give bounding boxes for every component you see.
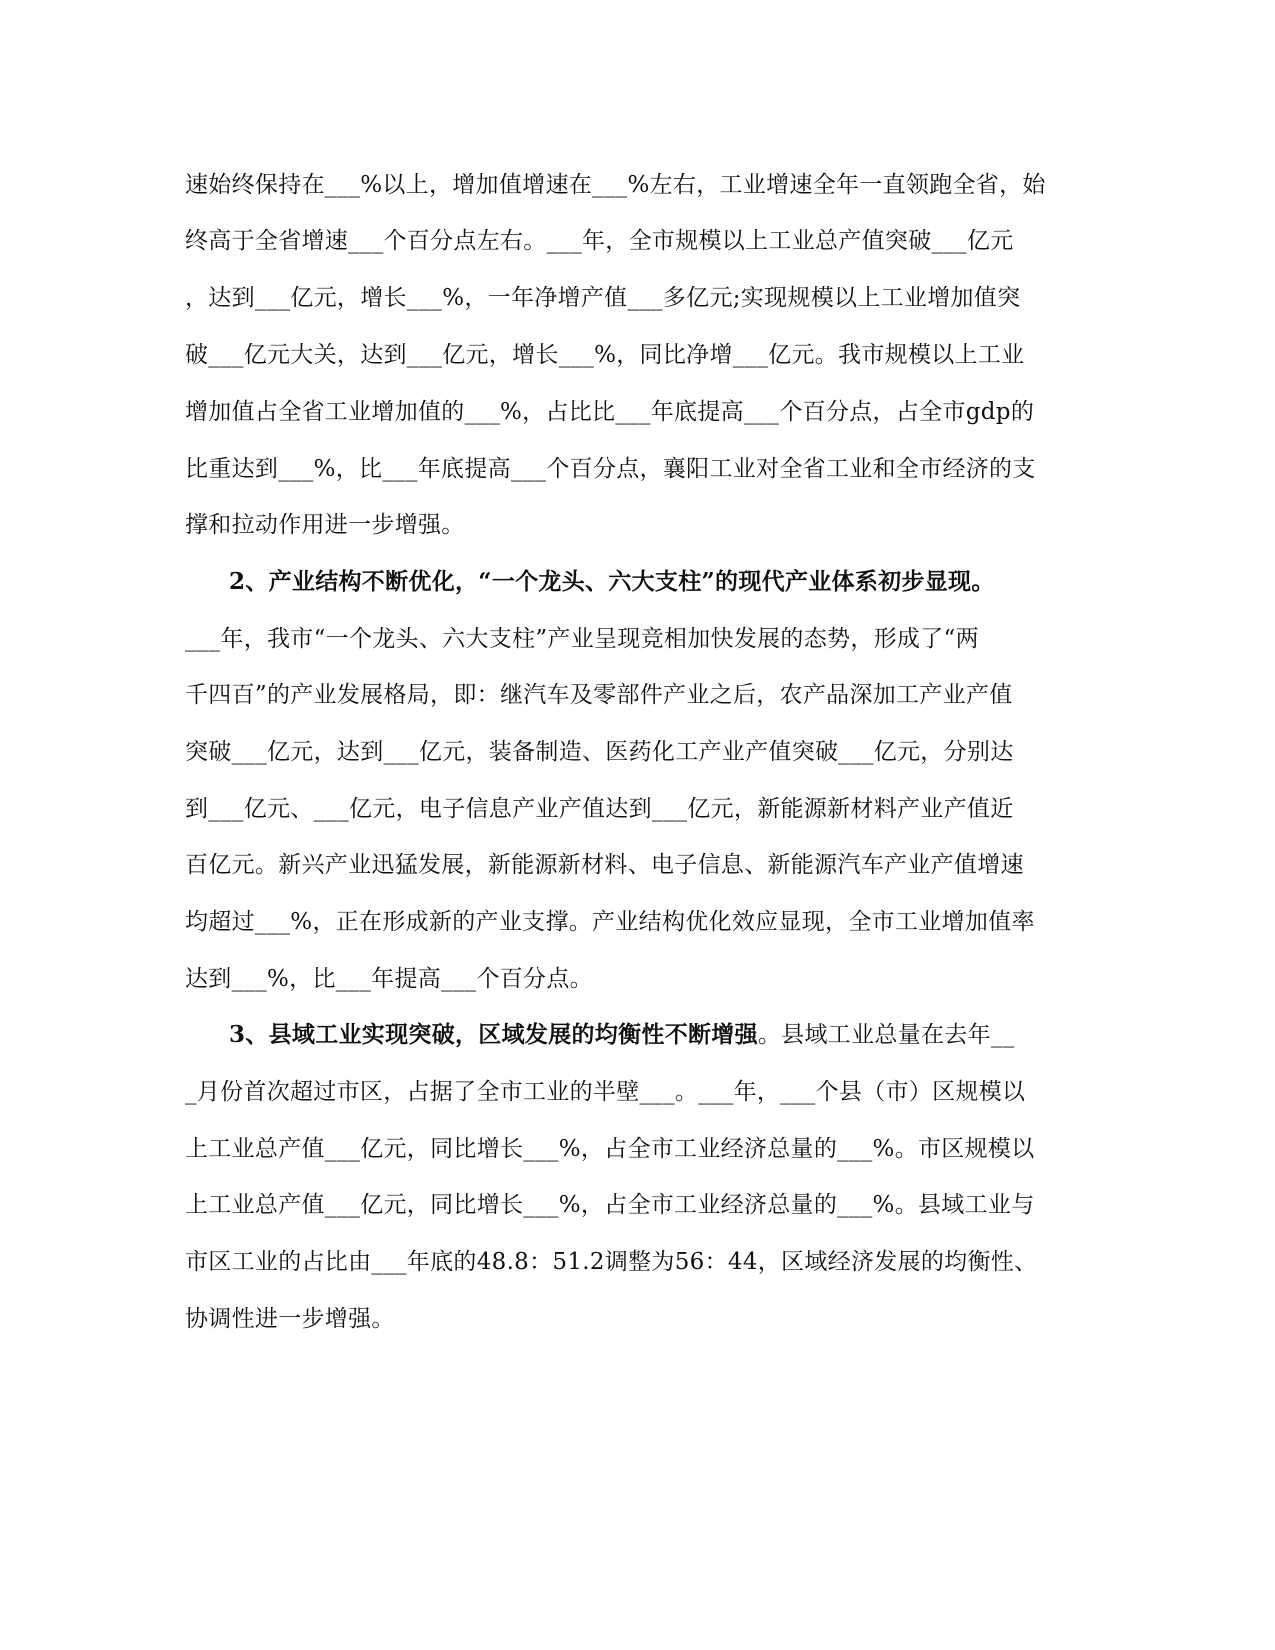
section-heading-line — [229, 1020, 1129, 1050]
paragraph-line: 增加值占全省工业增加值的___%，占比比___年底提高___个百分点，占全市gdp的 — [185, 399, 1035, 425]
paragraph-line: 破___亿元大关，达到___亿元，增长___%，同比净增___亿元。我市规模以上工业 — [185, 342, 1025, 368]
paragraph-line: 百亿元。新兴产业迅猛发展，新能源新材料、电子信息、新能源汽车产业产值增速 — [185, 852, 1024, 878]
section-heading: 2、产业结构不断优化，“一个龙头、六大支柱”的现代产业体系初步显现。 — [229, 568, 995, 595]
paragraph-line: 市区工业的占比由___年底的48.8：51.2调整为56：44，区域经济发展的均衡性、 — [185, 1249, 1038, 1275]
paragraph-line: 速始终保持在___%以上，增加值增速在___%左右，工业增速全年一直领跑全省，始 — [185, 172, 1046, 198]
paragraph-line: 比重达到___%，比___年底提高___个百分点，襄阳工业对全省工业和全市经济的支 — [185, 456, 1036, 482]
section-text: 。县域工业总量在去年__ — [757, 1022, 1015, 1048]
paragraph-line: 均超过___%，正在形成新的产业支撑。产业结构优化效应显现，全市工业增加值率 — [185, 909, 1035, 935]
paragraph-line: 撑和拉动作用进一步增强。 — [185, 512, 465, 538]
paragraph-line: 千四百”的产业发展格局，即：继汽车及零部件产业之后，农产品深加工产业产值 — [185, 682, 1013, 708]
paragraph-line: 突破___亿元，达到___亿元，装备制造、医药化工产业产值突破___亿元，分别达 — [185, 739, 1014, 765]
paragraph-line: 终高于全省增速___个百分点左右。___年，全市规模以上工业总产值突破___亿元 — [185, 228, 1014, 254]
paragraph-line: 到___亿元、___亿元，电子信息产业产值达到___亿元，新能源新材料产业产值近 — [185, 796, 1014, 822]
paragraph-line: ___年，我市“一个龙头、六大支柱”产业呈现竞相加快发展的态势，形成了“两 — [185, 626, 979, 652]
paragraph-line: 达到___%，比___年提高___个百分点。 — [185, 966, 593, 992]
paragraph-line: 上工业总产值___亿元，同比增长___%，占全市工业经济总量的___%。市区规模以 — [185, 1136, 1035, 1162]
section-heading: 3、县域工业实现突破，区域发展的均衡性不断增强 — [229, 1021, 758, 1048]
paragraph-line: ，达到___亿元，增长___%，一年净增产值___多亿元;实现规模以上工业增加值突 — [185, 285, 1021, 311]
paragraph-line: 协调性进一步增强。 — [185, 1306, 395, 1332]
paragraph-line: _月份首次超过市区，占据了全市工业的半壁___。___年，___个县（市）区规模以 — [185, 1079, 1026, 1105]
paragraph-line: 上工业总产值___亿元，同比增长___%，占全市工业经济总量的___%。县域工业与 — [185, 1192, 1035, 1218]
